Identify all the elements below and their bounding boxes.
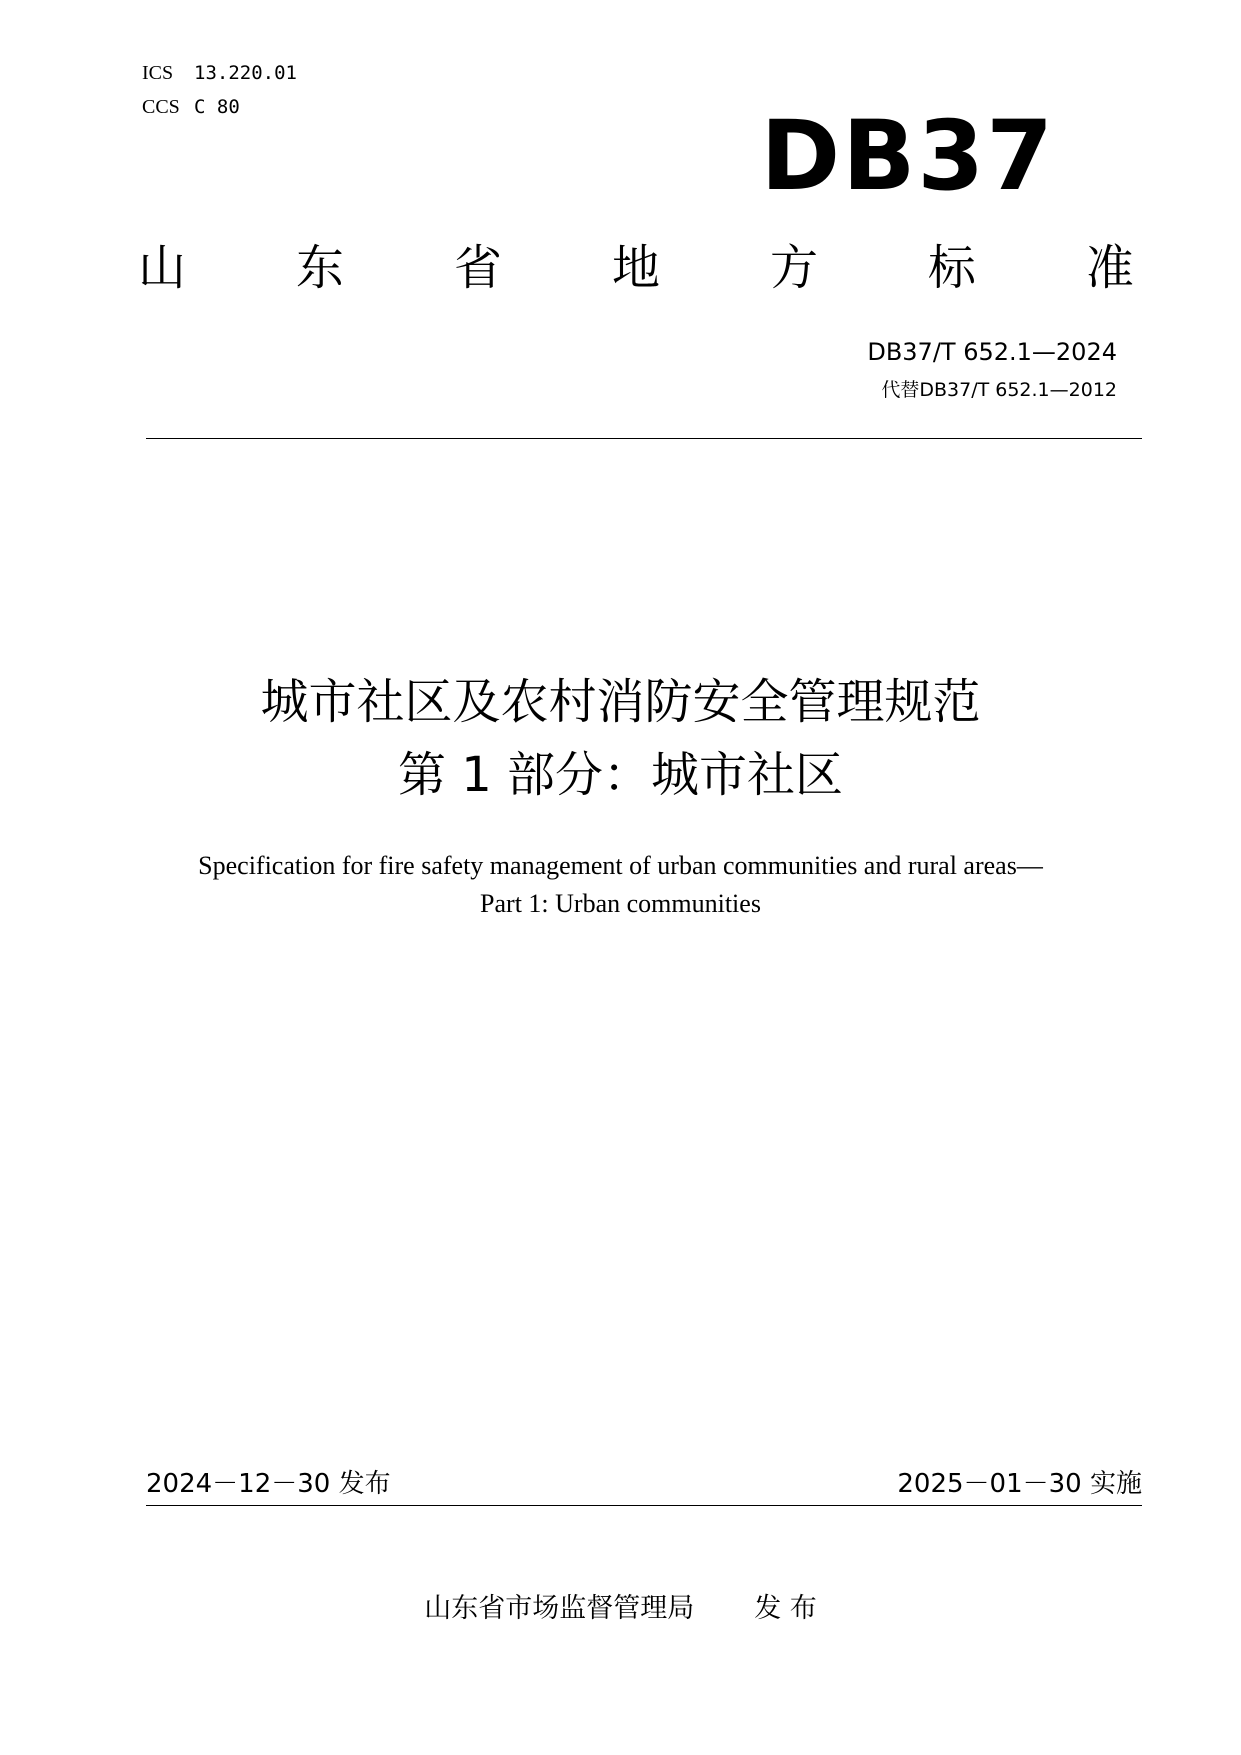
ccs-label: CCS <box>142 96 180 118</box>
standard-kind-char: 地 <box>611 240 660 296</box>
issuer-action: 发 布 <box>754 1593 817 1624</box>
implement-date: 2025－01－30 实施 <box>897 1469 1142 1499</box>
db37-logo: DB37 <box>760 100 1055 212</box>
standard-number: DB37/T 652.1—2024 <box>867 338 1117 366</box>
publish-date: 2024－12－30 发布 <box>146 1469 391 1499</box>
standard-kind-char: 山 <box>138 240 187 296</box>
standard-kind-char: 方 <box>769 240 818 296</box>
ics-code <box>142 60 297 85</box>
bottom-divider <box>146 1505 1142 1506</box>
standard-kind-char: 准 <box>1085 240 1134 296</box>
ics-value: 13.220.01 <box>194 62 297 84</box>
replaces-standard: 代替DB37/T 652.1—2012 <box>881 379 1117 401</box>
standard-kind-heading <box>138 238 1134 298</box>
issuer-name: 山东省市场监督管理局 <box>424 1593 695 1624</box>
ics-label: ICS <box>142 62 174 84</box>
issuer-line <box>0 1592 1241 1626</box>
standard-kind-char: 标 <box>927 240 976 296</box>
standard-kind-char: 东 <box>295 240 344 296</box>
top-divider <box>146 438 1142 439</box>
standard-kind-char: 省 <box>453 240 502 296</box>
title-en-line2: Part 1: Urban communities <box>480 889 761 918</box>
ccs-code <box>142 94 240 119</box>
title-en-line1: Specification for fire safety management of urban communities and rural areas— <box>198 851 1043 880</box>
title-zh-line2: 第 1 部分：城市社区 <box>397 747 844 803</box>
title-zh-line1: 城市社区及农村消防安全管理规范 <box>260 674 981 730</box>
ccs-value: C 80 <box>194 96 240 118</box>
